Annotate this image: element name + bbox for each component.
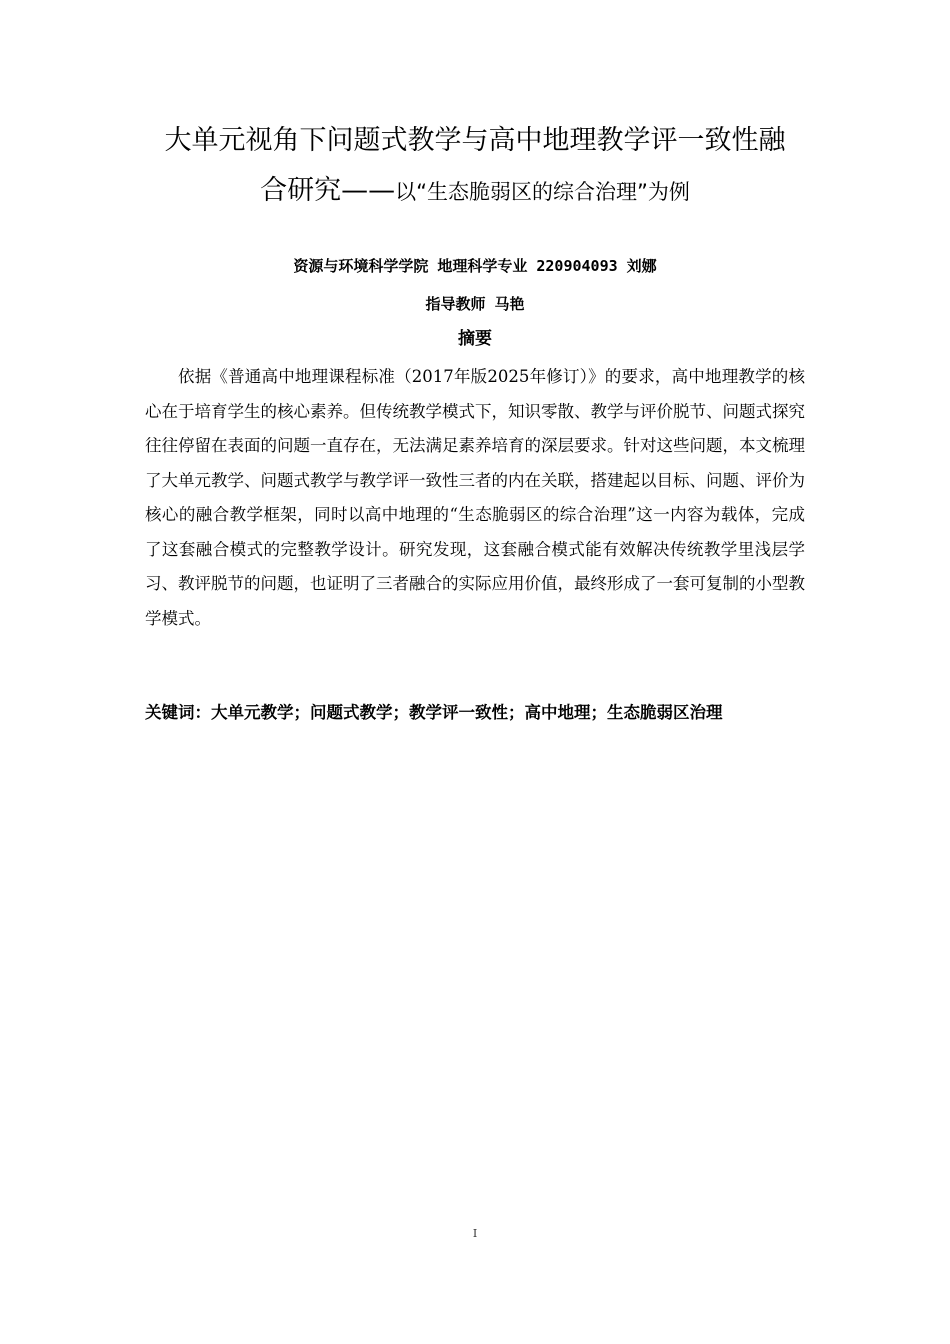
- paper-title-line-2: [100, 174, 850, 209]
- advisor-line: 指导教师 马艳: [425, 295, 525, 313]
- abstract-heading: 摘要: [458, 329, 492, 349]
- paper-title-main-part: 合研究——: [260, 175, 396, 206]
- paper-title-line-1: 大单元视角下问题式教学与高中地理教学评一致性融: [164, 125, 786, 156]
- abstract-body: 依据《普通高中地理课程标准（2017年版2025年修订）》的要求，高中地理教学的核心在于培育学生的核心素养。但传统教学模式下，知识零散、教学与评价脱节、问题式探究往往停留在表面的问题一直存在，无法满足素养培育的深层要求。针对这些问题，本文梳理了大单元教学、问题式教学与教学评一致性三者的内在关联，搭建起以目标、问题、评价为核心的融合教学框架，同时以高中地理的“生态脆弱区的综合治理”这一内容为载体，完成了这套融合模式的完整教学设计。研究发现，这套融合模式能有效解决传统教学里浅层学习、教评脱节的问题，也证明了三者融合的实际应用价值，最终形成了一套可复制的小型教学模式。: [145, 367, 805, 628]
- page-number: I: [472, 1227, 478, 1240]
- author-affiliation: 资源与环境科学学院 地理科学专业 220904093 刘娜: [293, 257, 657, 275]
- paper-subtitle: 以“生态脆弱区的综合治理”为例: [395, 180, 690, 204]
- keywords-line: 关键词：大单元教学；问题式教学；教学评一致性；高中地理；生态脆弱区治理: [145, 703, 723, 722]
